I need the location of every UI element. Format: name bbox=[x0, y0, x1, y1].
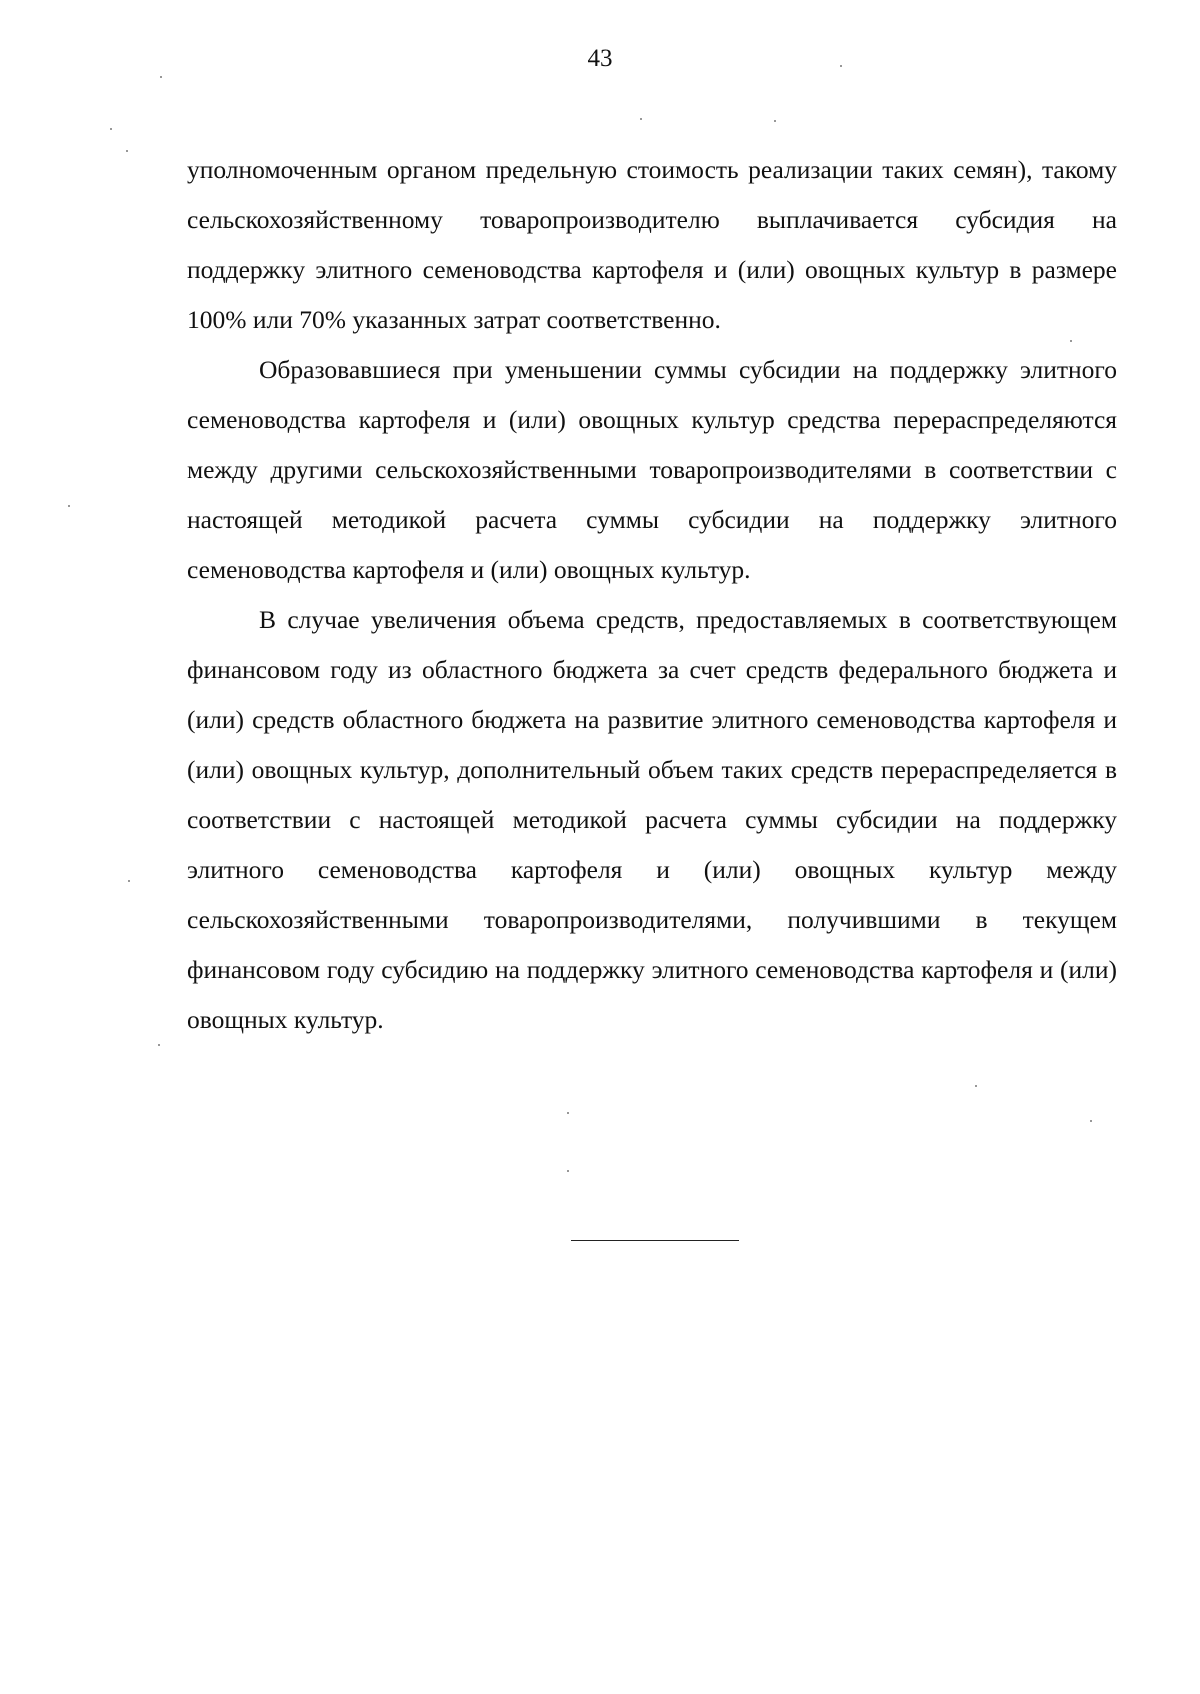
document-body bbox=[187, 145, 1117, 1045]
scan-speck bbox=[158, 1044, 160, 1046]
paragraph-redistribution-increase: В случае увеличения объема средств, предоставляемых в соответствующем финансовом году из областного бюджета за счет средств федерального бюджета и (или) средств областного бюджета на развитие элитного семеноводства картофеля и (или) овощных культур, дополнительный объем таких средств перераспределяется в соответствии с настоящей методикой расчета суммы субсидии на поддержку элитного семеноводства картофеля и (или) овощных культур между сельскохозяйственными товаропроизводителями, получившими в текущем финансовом году субсидию на поддержку элитного семеноводства картофеля и (или) овощных культур. bbox=[187, 605, 1117, 1034]
page-number: 43 bbox=[587, 45, 613, 72]
paragraph-continuation: уполномоченным органом предельную стоимость реализации таких семян), такому сельскохозяйственному товаропроизводителю выплачивается субсидия на поддержку элитного семеноводства картофеля и (или) овощных культур в размере 100% или 70% указанных затрат соответственно. bbox=[187, 155, 1117, 334]
scan-speck bbox=[1090, 1120, 1092, 1122]
scan-speck bbox=[567, 1112, 569, 1114]
scan-speck bbox=[126, 150, 128, 152]
scan-speck bbox=[128, 880, 130, 882]
scan-speck bbox=[975, 1085, 977, 1087]
paragraph-redistribution-decrease: Образовавшиеся при уменьшении суммы субсидии на поддержку элитного семеноводства картофеля и (или) овощных культур средства перераспределяются между другими сельскохозяйственными товаропроизводителями в соответствии с настоящей методикой расчета суммы субсидии на поддержку элитного семеноводства картофеля и (или) овощных культур. bbox=[187, 355, 1117, 584]
scan-speck bbox=[774, 120, 776, 122]
scan-speck bbox=[68, 505, 70, 507]
scan-speck bbox=[160, 76, 162, 78]
scan-speck bbox=[640, 118, 642, 120]
scan-speck bbox=[110, 128, 112, 130]
scan-speck bbox=[567, 1170, 569, 1172]
scan-speck bbox=[1070, 340, 1072, 342]
end-of-text-rule bbox=[571, 1240, 739, 1241]
scan-speck bbox=[840, 65, 842, 67]
